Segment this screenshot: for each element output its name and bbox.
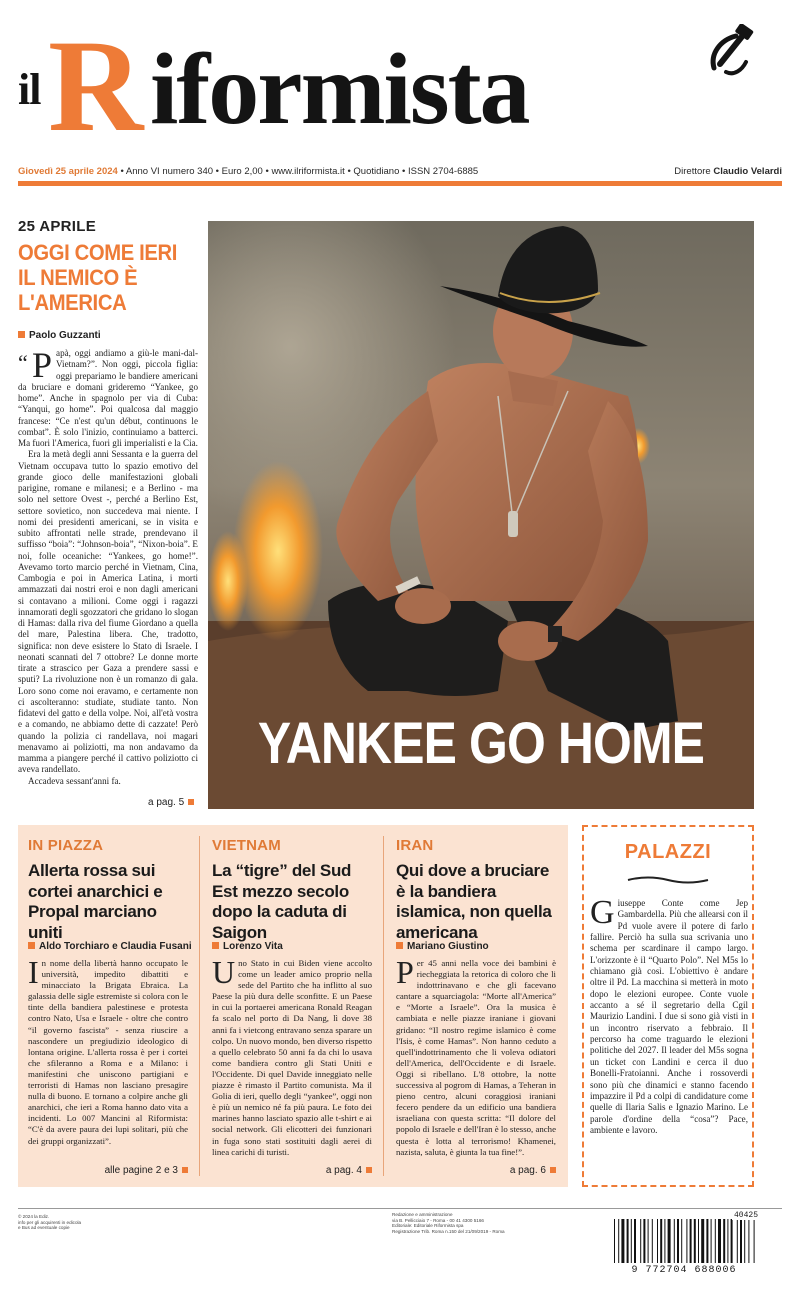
story-kicker: IRAN bbox=[396, 837, 434, 854]
director-name: Claudio Velardi bbox=[713, 166, 782, 177]
story-author-name: Lorenzo Vita bbox=[223, 941, 283, 952]
dateline bbox=[18, 166, 782, 178]
lead-paragraph-1-text: apà, oggi andiamo a giù-le mani-dal-Vietnam?”. Non oggi, piccola figlia: oggi prepariamo le bandiere americani da bruciare e domani grideremo “Yankee, go home”. Anche in spagnolo per via di Cuba: “Yanqui, go home”. Poi qualcosa dal maggio francese: “Ce n'est qu'un début, continuons le combat”. È solo l'inizio, continuiamo a batterci. Ma fuori l'America, fuori gli imperialisti e la Cia. bbox=[18, 348, 198, 448]
story-author-name: Aldo Torchiaro e Claudia Fusani bbox=[39, 941, 192, 952]
column-divider bbox=[199, 836, 200, 1176]
story-page-ref[interactable] bbox=[326, 1165, 372, 1176]
lead-body bbox=[18, 345, 198, 787]
palazzi-body-text: iuseppe Conte come Jep Gambardella. Più che allearsi con il Pd vuole avere il potere di farlo fallire. Perciò ha sulla sua scrivania uno schema per scardinare il campo largo. L'orizzonte è il “Quarto Polo”. Nel M5s lo chiamano già così. L'obiettivo è andare oltre il Pd. La macchina si metterà in moto dopo le elezioni europee. Conte vuole accanto a sé il segretario della Cgil Maurizio Landini. I due si sono già visti in un incontro riservato a febbraio. Il percorso ha come traguardo le elezioni politiche del 2027. Il leader del M5s sogna un ticket con Landini e cerca il duo Bonelli-Fratoianni. Anche i rossoverdi sono più che dinamici e stanno facendo impazzire il Pd a colpi di candidature come quelle di Ilaria Salis e Ignazio Marino. Le parole d'ordine della “cosa”? Pace, ambiente e lavoro. bbox=[590, 898, 748, 1135]
story-author bbox=[212, 941, 283, 952]
story-body bbox=[28, 954, 188, 1147]
lead-kicker: 25 APRILE bbox=[18, 218, 97, 235]
hammer-sickle-icon bbox=[706, 24, 754, 78]
issue-date: Giovedì 25 aprile 2024 bbox=[18, 166, 118, 177]
palazzi-dropcap: G bbox=[590, 894, 615, 931]
story-iran bbox=[386, 825, 564, 1187]
footer-rule bbox=[18, 1208, 782, 1209]
barcode-number: 9 772704 688006 bbox=[631, 1265, 737, 1276]
masthead-initial: R bbox=[48, 12, 144, 159]
story-in-piazza bbox=[18, 825, 196, 1187]
lead-quote-mark: “ bbox=[18, 350, 28, 375]
story-dropcap: I bbox=[28, 954, 39, 990]
story-body bbox=[212, 954, 372, 1158]
story-dropcap: U bbox=[212, 954, 236, 990]
story-page-ref-text: a pag. 4 bbox=[325, 1165, 362, 1176]
lead-paragraph-2: Era la metà degli anni Sessanta e la guerra del Vietnam occupava tutto lo spazio emotivo del grande gioco delle manifestazioni globali parigine, romane e milanesi; e a Berlino - ma solo nel settore Ovest -, perché a Berlino Est, settore sovietico, non succedeva mai niente. I nomi dei presidenti americani, se in visita e subito affrontati nelle strade, prendevano il suffisso “boia”: “Johnson-boia”, “Nixon-boia”. E noi, folle oceaniche: “Yankees, go home!”. Avevamo torto marcio perché in Vietnam, Cina, Cambogia e poi in America Latina, i morti ammazzati dai nostri eroi e non dagli americani si contavano a milioni. Come oggi i ragazzi innamorati degli sgozzatori che gridano lo slogan di Hamas: dalla riva del fiume Giordano a quella del mare, Palestina libera. Che, tradotto, significa: non deve esistere lo Stato di Israele. I neonati scannati del 7 ottobre? Le donne morte tirate a strascico per Gaza a prendere sassi e sputi? La rivoluzione non è un romanzo di gala. Loro sono come noi eravamo, e certamente non ci ascolteranno: studiate, studiate tanto. Non fidatevi del gatto e della volpe. Noi, all'età vostra e a comando, ne abbiamo dette di cazzate! Però quando la polizia ci randellava, noi magari menavamo ai poliziotti, ma non andavamo da mamma a piangere perché il cattivo poliziotto ci aveva randellato. bbox=[18, 449, 198, 775]
lead-page-ref-text: a pag. 5 bbox=[148, 797, 185, 808]
barcode-icon bbox=[608, 1215, 760, 1267]
palazzi-title[interactable]: PALAZZI bbox=[624, 841, 712, 863]
director-credit bbox=[674, 166, 782, 178]
director-label: Direttore bbox=[674, 166, 711, 177]
footer-publisher: Redazione e amministrazione via B. Pellicciaio 7 - Roma - 00 41 4300 5166 Editoriale: Editoriale Riformista spa Registrazione Trib. Roma n.150 del 21/09/2019 - Roma bbox=[392, 1212, 505, 1234]
lead-paragraph-3: Accadeva sessant'anni fa. bbox=[28, 775, 121, 786]
lead-author-name: Paolo Guzzanti bbox=[29, 330, 101, 341]
lead-author bbox=[18, 330, 101, 341]
masthead-rule bbox=[18, 181, 782, 186]
column-divider bbox=[383, 836, 384, 1176]
lead-paragraph-1 bbox=[18, 345, 198, 449]
story-author-name: Mariano Giustino bbox=[407, 941, 489, 952]
story-dropcap: P bbox=[396, 954, 414, 990]
lead-dropcap-letter: P bbox=[32, 345, 53, 385]
issn-barcode bbox=[608, 1211, 760, 1279]
story-headline[interactable]: La “tigre” del Sud Est mezzo secolo dopo la caduta di Saigon bbox=[212, 861, 352, 942]
lead-dropcap bbox=[18, 345, 53, 385]
ornament-icon bbox=[626, 875, 710, 885]
story-body-text: no Stato in cui Biden viene accolto come un leader amico proprio nella sede del Partito che ha inflitto al suo Paese la più dura delle sconfitte. E un Paese in cui la portaerei americana Ronald Reagan fa scalo nel porto di Da Nang, lì dove 38 anni fa i vietcong entravano senza sparare un colpo. Un nuovo mondo, ben diverso rispetto a quello celebrato 50 anni fa da chi lo usava come bandiera contro gli Stati Uniti e l'Occidente. Di quel Davide inneggiato nelle piazze è rimasto il Partito comunista. Ma il Golia di ieri, quello degli “yankee”, oggi non è più un nemico né fa più paura. Le foto dei marines hanno lasciato spazio alle t-shirt e ai social network. Gli elicotteri dei funzionari in fuga sono stati sostituiti dagli aerei di linea carichi di turisti. bbox=[212, 958, 372, 1157]
story-kicker: IN PIAZZA bbox=[28, 837, 104, 854]
cover-headline[interactable]: YANKEE GO HOME bbox=[257, 711, 705, 776]
story-headline[interactable]: Allerta rossa sui cortei anarchici e Propal marciano uniti bbox=[28, 861, 163, 942]
palazzi-body bbox=[590, 894, 748, 1136]
story-page-ref-text: alle pagine 2 e 3 bbox=[104, 1165, 178, 1176]
story-vietnam bbox=[202, 825, 380, 1187]
footer-legal: © 2024 la Ediz. info per gli acquirenti in edicola e Bus ad eventuale copie bbox=[18, 1214, 82, 1231]
lead-headline[interactable]: OGGI COME IERI IL NEMICO È L'AMERICA bbox=[18, 240, 178, 315]
story-page-ref[interactable] bbox=[510, 1165, 556, 1176]
story-author bbox=[28, 941, 192, 952]
story-page-ref-text: a pag. 6 bbox=[509, 1165, 546, 1176]
issue-info: • Anno VI numero 340 • Euro 2,00 • www.ilriformista.it • Quotidiano • ISSN 2704-6885 bbox=[120, 166, 479, 177]
story-body bbox=[396, 954, 556, 1158]
story-body-text: n nome della libertà hanno occupato le università, impedito dibattiti e minacciato la Brigata Ebraica. La galassia delle sigle estremiste si colora con le tinte della bandiera palestinese e protesta contro Nato, Usa e Israele - oltre che contro “il governo fascista” - senza riuscire a nascondere un pregiudizio ideologico di lontana origine. L'allerta rossa è per i cortei che sfileranno a Roma e a Milano: i manifestini che uniscono partigiani e terroristi di Hamas non lasciano presagire nulla di buono. E tornano a colpire anche gli anarchici, che ieri a Roma hanno dato vita a incidenti. Lo 007 Mancini al Riformista: “C'è da avere paura dei lupi solitari, più che dei gruppi organizzati”. bbox=[28, 958, 188, 1146]
palazzi-box bbox=[582, 825, 754, 1187]
lead-page-ref[interactable] bbox=[148, 797, 194, 808]
story-headline[interactable]: Qui dove a bruciare è la bandiera islamica, non quella americana bbox=[396, 861, 552, 942]
story-body-text: er 45 anni nella voce dei bambini è riecheggiata la retorica di coloro che li indottrinavano e che gli facevano cantare a squarciagola: “Morte all'America” e “Morte a Israele”. Ora la musica è cambiata e nelle piazze iraniane i giovani gridano: “Il nostro regime islamico è come l'Isis, è come Hamas”. Non hanno ceduto a quell'indottrinamento che li voleva odiatori dell'America, dell'Occidente e di Israele. Oggi si ribellano. L'8 ottobre, la notte successiva al pogrom di Hamas, a Teheran in pieno centro, alcuni coraggiosi iraniani fecero pendere da un edificio una bandiera israeliana con questa scritta: “Il dolore del popolo di Israele e dell'Iran è lo stesso, anche questa è lotta al terrorismo! Khamenei, nazista, saluta, è giunta la tua fine!”. bbox=[396, 958, 556, 1157]
masthead-prefix: il bbox=[18, 65, 41, 114]
story-author bbox=[396, 941, 489, 952]
story-page-ref[interactable] bbox=[105, 1165, 188, 1176]
masthead-name: iformista bbox=[150, 33, 529, 146]
story-kicker: VIETNAM bbox=[212, 837, 281, 854]
barcode-issue: 40425 bbox=[733, 1211, 758, 1220]
